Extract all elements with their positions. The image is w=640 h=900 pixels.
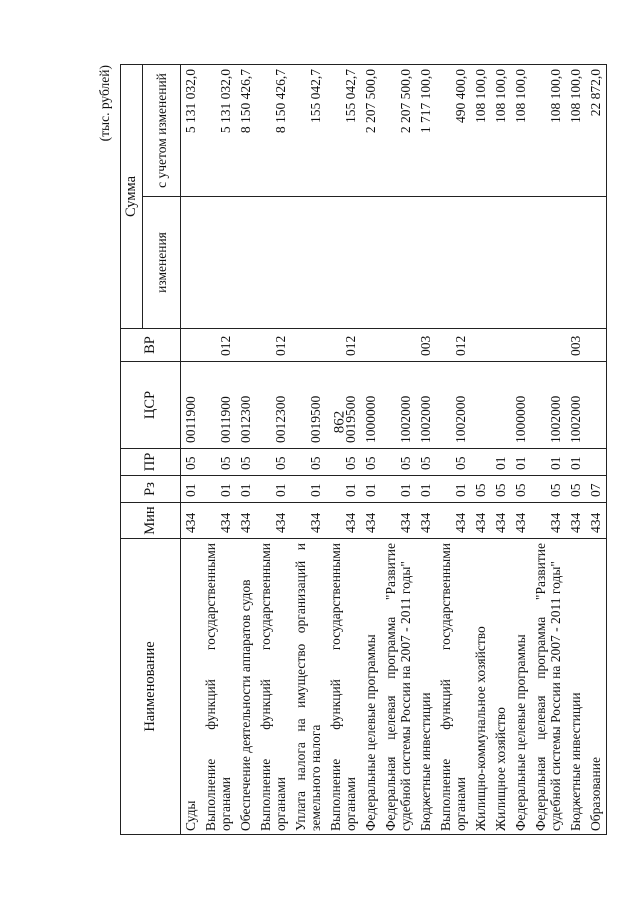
- row-vr: [531, 329, 566, 362]
- row-rz: 01: [326, 476, 361, 503]
- row-rz: 05: [471, 476, 491, 503]
- table-row: [531, 65, 566, 835]
- table-row: [566, 65, 586, 835]
- table-row: [361, 65, 381, 835]
- header-rz: Рз: [121, 476, 181, 503]
- row-min: 434: [256, 503, 291, 539]
- row-changes: [491, 197, 511, 329]
- header-sum: Сумма: [121, 65, 143, 329]
- header-csr: ЦСР: [121, 362, 181, 449]
- table-row: [491, 65, 511, 835]
- row-rz: 01: [201, 476, 236, 503]
- row-changes: [326, 197, 361, 329]
- row-pr: 05: [256, 449, 291, 476]
- row-min: 434: [361, 503, 381, 539]
- row-total: 108 100,0: [566, 65, 586, 197]
- row-changes: [531, 197, 566, 329]
- table-row: [236, 65, 256, 835]
- row-name: Выполнение функций государственными органами: [256, 539, 291, 835]
- row-changes: [471, 197, 491, 329]
- row-csr: 1002000: [566, 362, 586, 449]
- row-vr: 012: [326, 329, 361, 362]
- row-vr: [181, 329, 202, 362]
- row-total: 108 100,0: [471, 65, 491, 197]
- header-name: Наименование: [121, 539, 181, 835]
- row-vr: [381, 329, 416, 362]
- row-total: 8 150 426,7: [256, 65, 291, 197]
- row-name: Суды: [181, 539, 202, 835]
- row-changes: [566, 197, 586, 329]
- row-changes: [436, 197, 471, 329]
- row-name: Бюджетные инвестиции: [566, 539, 586, 835]
- row-rz: 05: [531, 476, 566, 503]
- row-vr: 003: [416, 329, 436, 362]
- row-pr: 01: [491, 449, 511, 476]
- row-csr: 0011900: [201, 362, 236, 449]
- row-csr: 0019500: [326, 362, 361, 449]
- row-name: Федеральные целевые программы: [511, 539, 531, 835]
- row-rz: 05: [491, 476, 511, 503]
- row-rz: 01: [181, 476, 202, 503]
- row-csr: [471, 362, 491, 449]
- row-vr: 012: [201, 329, 236, 362]
- row-total: 5 131 032,0: [201, 65, 236, 197]
- table-row: [436, 65, 471, 835]
- row-rz: 01: [361, 476, 381, 503]
- row-min: 434: [181, 503, 202, 539]
- row-vr: [586, 329, 607, 362]
- row-name: Федеральная целевая программа "Развитие судебной системы России на 2007 - 2011 годы": [381, 539, 416, 835]
- row-csr: 1002000: [436, 362, 471, 449]
- table-row: [381, 65, 416, 835]
- row-changes: [256, 197, 291, 329]
- row-changes: [416, 197, 436, 329]
- table-row: [181, 65, 202, 835]
- table-body: [181, 65, 607, 835]
- row-name: Федеральные целевые программы: [361, 539, 381, 835]
- row-pr: 05: [436, 449, 471, 476]
- page-number: 862: [331, 410, 348, 434]
- table-row: [586, 65, 607, 835]
- row-pr: 05: [416, 449, 436, 476]
- row-changes: [291, 197, 326, 329]
- row-vr: 003: [566, 329, 586, 362]
- table-row: [201, 65, 236, 835]
- row-vr: 012: [256, 329, 291, 362]
- row-rz: 01: [416, 476, 436, 503]
- row-min: 434: [236, 503, 256, 539]
- row-vr: [491, 329, 511, 362]
- row-total: 155 042,7: [326, 65, 361, 197]
- row-changes: [381, 197, 416, 329]
- row-name: Бюджетные инвестиции: [416, 539, 436, 835]
- row-min: 434: [491, 503, 511, 539]
- row-rz: 01: [381, 476, 416, 503]
- row-total: 490 400,0: [436, 65, 471, 197]
- row-csr: [586, 362, 607, 449]
- row-min: 434: [326, 503, 361, 539]
- row-rz: 01: [436, 476, 471, 503]
- row-pr: [471, 449, 491, 476]
- row-total: 155 042,7: [291, 65, 326, 197]
- row-rz: 05: [511, 476, 531, 503]
- row-name: Жилищно-коммунальное хозяйство: [471, 539, 491, 835]
- row-pr: 01: [531, 449, 566, 476]
- row-csr: 0012300: [236, 362, 256, 449]
- row-vr: [291, 329, 326, 362]
- row-pr: 05: [201, 449, 236, 476]
- row-csr: 0012300: [256, 362, 291, 449]
- row-min: 434: [291, 503, 326, 539]
- row-total: 1 717 100,0: [416, 65, 436, 197]
- table-row: [326, 65, 361, 835]
- header-pr: ПР: [121, 449, 181, 476]
- row-name: Жилищное хозяйство: [491, 539, 511, 835]
- row-name: Выполнение функций государственными органами: [201, 539, 236, 835]
- row-pr: 01: [566, 449, 586, 476]
- row-total: 108 100,0: [511, 65, 531, 197]
- row-pr: 05: [326, 449, 361, 476]
- row-changes: [586, 197, 607, 329]
- row-csr: 1002000: [381, 362, 416, 449]
- row-min: 434: [416, 503, 436, 539]
- row-changes: [236, 197, 256, 329]
- row-rz: 01: [256, 476, 291, 503]
- row-min: 434: [381, 503, 416, 539]
- row-changes: [361, 197, 381, 329]
- table-row: [256, 65, 291, 835]
- row-name: Федеральная целевая программа "Развитие судебной системы России на 2007 - 2011 годы": [531, 539, 566, 835]
- row-rz: 01: [236, 476, 256, 503]
- row-name: Выполнение функций государственными органами: [436, 539, 471, 835]
- row-total: 22 872,0: [586, 65, 607, 197]
- row-total: 5 131 032,0: [181, 65, 202, 197]
- units-note: (тыс. рублей): [97, 65, 112, 142]
- row-pr: 05: [361, 449, 381, 476]
- table-row: [471, 65, 491, 835]
- row-rz: 05: [566, 476, 586, 503]
- row-min: 434: [566, 503, 586, 539]
- row-changes: [511, 197, 531, 329]
- row-csr: [491, 362, 511, 449]
- header-min: Мин: [121, 503, 181, 539]
- row-vr: [236, 329, 256, 362]
- table-row: [291, 65, 326, 835]
- row-pr: 05: [236, 449, 256, 476]
- row-min: 434: [511, 503, 531, 539]
- row-name: Обеспечение деятельности аппаратов судов: [236, 539, 256, 835]
- budget-table: [120, 64, 607, 835]
- header-with-changes: с учетом изменений: [143, 65, 181, 197]
- row-vr: [511, 329, 531, 362]
- row-total: 108 100,0: [491, 65, 511, 197]
- row-total: 2 207 500,0: [361, 65, 381, 197]
- row-min: 434: [201, 503, 236, 539]
- row-name: Выполнение функций государственными органами: [326, 539, 361, 835]
- row-pr: 05: [291, 449, 326, 476]
- row-min: 434: [436, 503, 471, 539]
- row-vr: 012: [436, 329, 471, 362]
- row-name: Уплата налога на имущество организаций и земельного налога: [291, 539, 326, 835]
- header-changes: изменения: [143, 197, 181, 329]
- row-vr: [361, 329, 381, 362]
- rotated-page-content: [92, 65, 603, 835]
- table-row: [511, 65, 531, 835]
- row-pr: [586, 449, 607, 476]
- header-vr: ВР: [121, 329, 181, 362]
- table-header: [121, 65, 181, 835]
- row-csr: 0011900: [181, 362, 202, 449]
- row-pr: 01: [511, 449, 531, 476]
- row-pr: 05: [381, 449, 416, 476]
- row-changes: [201, 197, 236, 329]
- row-csr: 0019500: [291, 362, 326, 449]
- row-changes: [181, 197, 202, 329]
- row-min: 434: [471, 503, 491, 539]
- table-row: [416, 65, 436, 835]
- row-csr: 1000000: [361, 362, 381, 449]
- row-pr: 05: [181, 449, 202, 476]
- row-min: 434: [531, 503, 566, 539]
- row-vr: [471, 329, 491, 362]
- row-total: 2 207 500,0: [381, 65, 416, 197]
- row-csr: 1002000: [531, 362, 566, 449]
- row-total: 108 100,0: [531, 65, 566, 197]
- row-name: Образование: [586, 539, 607, 835]
- row-total: 8 150 426,7: [236, 65, 256, 197]
- row-csr: 1002000: [416, 362, 436, 449]
- row-csr: 1000000: [511, 362, 531, 449]
- row-min: 434: [586, 503, 607, 539]
- row-rz: 07: [586, 476, 607, 503]
- row-rz: 01: [291, 476, 326, 503]
